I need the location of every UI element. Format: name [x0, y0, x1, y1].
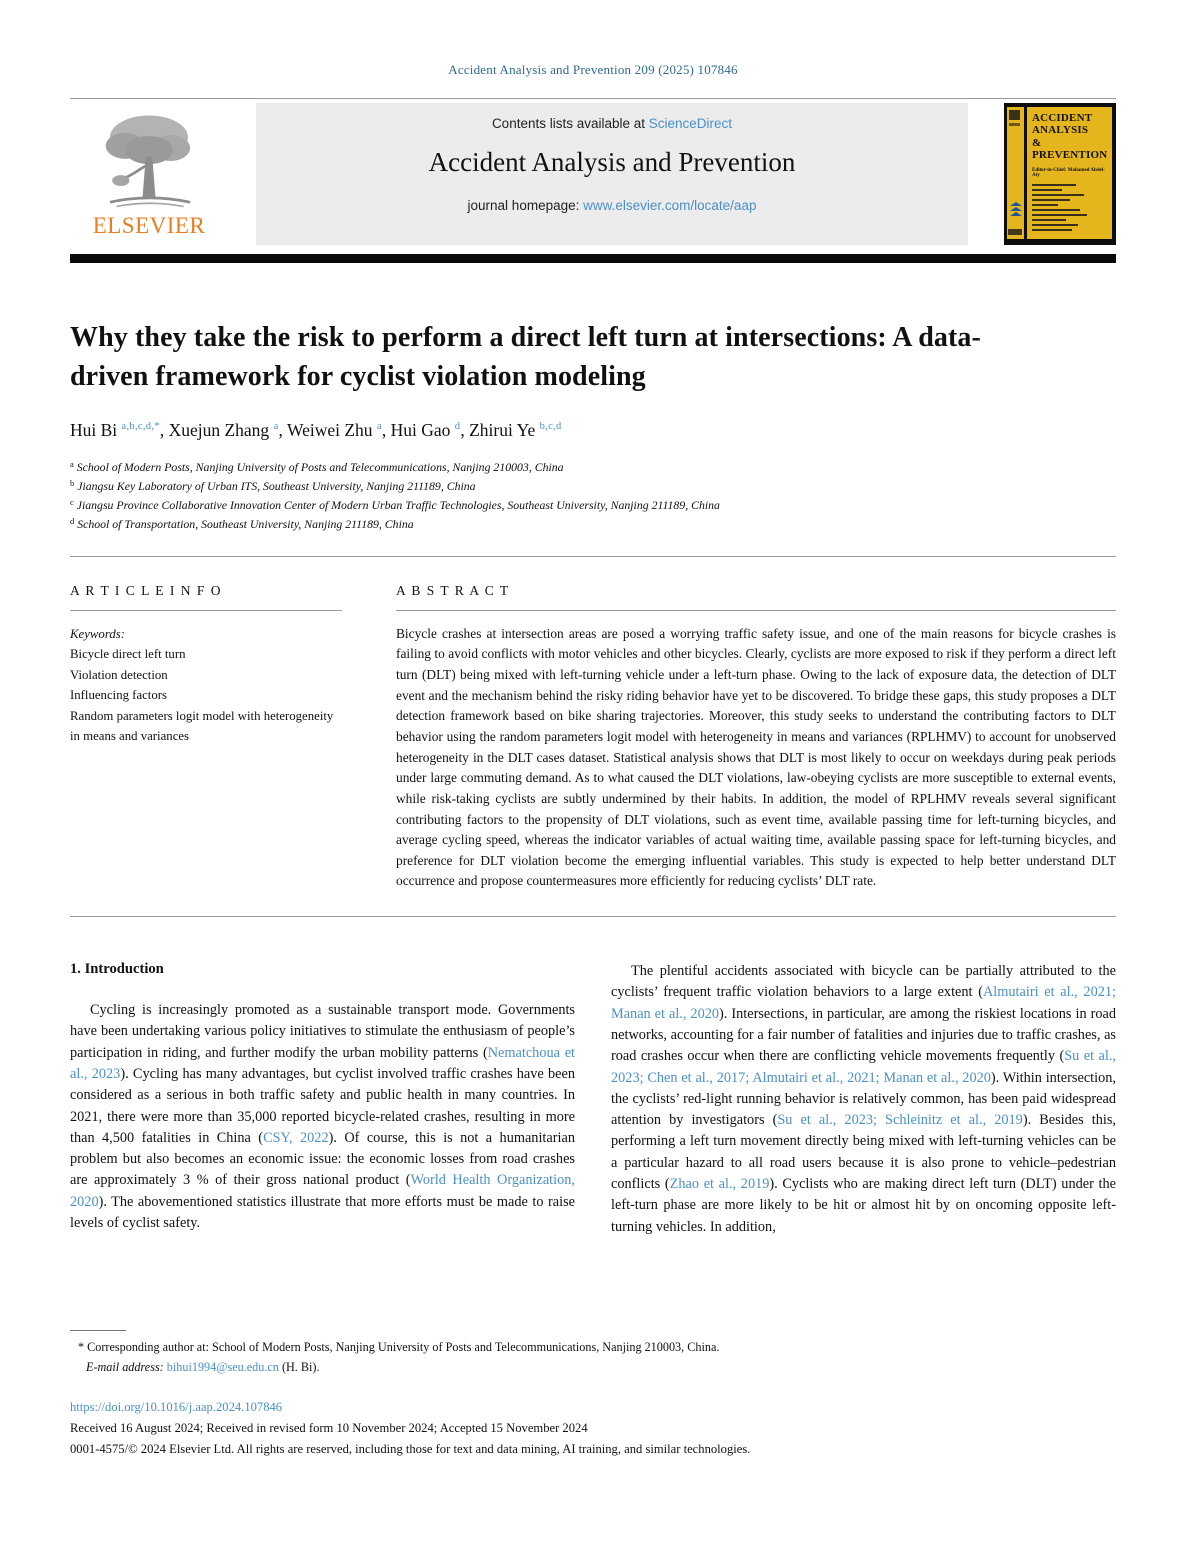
affiliation-list — [70, 458, 1116, 534]
author-name: Xuejun Zhang — [168, 420, 270, 441]
banner-bottom-bar — [70, 254, 1116, 263]
paragraph-text: ). Intersections, in particular, are among the riskiest locations in road networks, accounting for a fair number of fatalities and injuries due to traffic crashes, as road crashes occur when there are conflicting vehicle movements frequently ( — [611, 1005, 1116, 1065]
sciencedirect-link[interactable]: ScienceDirect — [648, 116, 733, 131]
affiliation — [70, 477, 1116, 496]
paragraph-text: ). The abovementioned statistics illustrate that more efforts must be made to raise levels of cyclist safety. — [70, 1193, 575, 1232]
footnote-marker: * — [78, 1340, 85, 1354]
keywords-label: Keywords: — [70, 626, 125, 641]
affiliation — [70, 515, 1116, 534]
reference-link[interactable]: Su et al., 2023; Schleinitz et al., 2019 — [777, 1112, 1023, 1129]
author — [287, 420, 391, 440]
contents-line-text: Contents lists available at — [491, 116, 649, 131]
cover-editor-line: Editor-in-Chief: Mohamed Abdel-Aty — [1032, 168, 1105, 179]
affiliation-text: School of Transportation, Southeast University, Nanjing 211189, China — [77, 516, 414, 531]
email-label: E-mail address: — [86, 1360, 164, 1374]
divider — [70, 556, 1116, 557]
affiliation-sup: c — [70, 497, 74, 507]
author-sup: a — [376, 421, 382, 433]
affiliation-text: School of Modern Posts, Nanjing University of Posts and Telecommunications, Nanjing 210003, China — [76, 460, 564, 475]
author — [70, 420, 169, 440]
paragraph-text: ). Cyclists who are making direct left turn (DLT) under the left-turn phase are more likely to be hit or almost hit by on oncoming opposite left-turning vehicles. In addition, — [611, 1176, 1116, 1235]
received-dates: Received 16 August 2024; Received in revised form 10 November 2024; Accepted 15 November 2024 — [70, 1421, 588, 1435]
author-sep: , — [460, 420, 470, 441]
doi-link[interactable]: https://doi.org/10.1016/j.aap.2024.107846 — [70, 1400, 283, 1414]
journal-cover-thumbnail — [1004, 103, 1116, 245]
intro-paragraph-left — [70, 1000, 575, 1234]
journal-title: Accident Analysis and Prevention — [428, 147, 796, 177]
paragraph-text: ). Besides this, performing a left turn movement directly being mixed with left-turning vehicles can be a particular hazard to all road users because it is also prone to vehicle–pedestrian conflicts ( — [611, 1112, 1116, 1193]
author-sup: a,b,c,d,* — [121, 421, 160, 433]
reference-link[interactable]: Almutairi et al., 2021; Manan et al., 2020 — [611, 984, 1116, 1022]
paragraph-text: Cycling is increasingly promoted as a sustainable transport mode. Governments have been undertaking various policy initiatives to stimulate the enthusiasm of people’s participation in riding, and further modify the urban mobility patterns ( — [70, 1002, 575, 1061]
affiliation-sup: a — [70, 459, 74, 470]
affiliation-sup: b — [70, 478, 75, 489]
keyword: Influencing factors — [70, 688, 168, 703]
banner-center — [256, 103, 968, 245]
reference-link[interactable]: World Health Organization, 2020 — [70, 1172, 575, 1210]
reference-link[interactable]: Su et al., 2023; Chen et al., 2017; Almutairi et al., 2021; Manan et al., 2020 — [611, 1048, 1116, 1086]
author-name: Hui Bi — [70, 420, 118, 441]
author-list — [70, 420, 1116, 441]
article-info-heading: A R T I C L E I N F O — [70, 582, 223, 598]
keywords-block — [70, 624, 342, 747]
reference-link[interactable]: Nematchoua et al., 2023 — [70, 1044, 576, 1082]
author-sup: a — [273, 421, 279, 433]
intro-paragraph-right — [611, 961, 1116, 1238]
cover-left-strip — [1007, 107, 1024, 239]
elsevier-wordmark: ELSEVIER — [92, 213, 206, 238]
article-title: Why they take the risk to perform a direct left turn at intersections: A data-driven framework for cyclist violation modeling — [70, 322, 981, 392]
author — [169, 420, 287, 440]
doi-line — [70, 1400, 1116, 1415]
affiliation-text: Jiangsu Key Laboratory of Urban ITS, Southeast University, Nanjing 211189, China — [77, 479, 476, 494]
divider — [396, 610, 1116, 611]
journal-banner — [70, 103, 1116, 245]
footnote-divider — [70, 1330, 126, 1331]
cover-title-line: & — [1032, 136, 1042, 149]
footnote-text: Corresponding author at: School of Modern Posts, Nanjing University of Posts and Telecommunications, Nanjing 210003, China. — [87, 1340, 720, 1354]
email-line — [70, 1360, 1116, 1375]
affiliation-sup: d — [70, 515, 75, 526]
keyword: Bicycle direct left turn — [70, 647, 186, 662]
elsevier-logo — [70, 103, 228, 245]
author-name: Hui Gao — [390, 420, 451, 441]
reference-link[interactable]: CSY, 2022 — [263, 1129, 329, 1146]
homepage-label: journal homepage: — [467, 198, 584, 213]
affiliation-text: Jiangsu Province Collaborative Innovation Center of Modern Urban Traffic Technologies, Southeast University, Nanjing 211189, China — [76, 498, 720, 512]
keyword: Random parameters logit model with heterogeneity in means and variances — [70, 708, 334, 744]
email-link[interactable]: bihui1994@seu.edu.cn — [166, 1360, 279, 1374]
cover-title-line: PREVENTION — [1032, 148, 1108, 161]
footnote-block — [70, 1330, 1116, 1457]
article-info-column — [70, 583, 342, 892]
author-sup: b,c,d — [539, 421, 562, 433]
cover-topic-list — [1032, 184, 1108, 234]
cover-title — [1032, 112, 1108, 161]
paragraph-text: ). Of course, this is not a humanitarian problem but also becomes an economic issue: the economic losses from road crashes are approximately 3 % of their gross national product ( — [70, 1129, 575, 1189]
intro-left-column — [70, 961, 575, 1238]
cover-main-panel — [1027, 107, 1112, 239]
intro-right-column — [611, 961, 1116, 1238]
paragraph-text: ). Within intersection, the cyclists’ red-light running behavior is relatively common, has been paid widespread attention by investigators ( — [611, 1069, 1116, 1129]
divider — [70, 610, 342, 611]
cover-issn-block-2 — [1009, 123, 1020, 126]
divider — [70, 98, 1116, 99]
contents-line — [256, 116, 968, 131]
author-name: Weiwei Zhu — [286, 420, 373, 441]
divider — [70, 916, 1116, 917]
homepage-url-link[interactable]: www.elsevier.com/locate/aap — [583, 198, 757, 213]
cover-emblem-icon — [1008, 202, 1023, 217]
reference-link[interactable]: Zhao et al., 2019 — [669, 1176, 770, 1193]
abstract-heading: A B S T R A C T — [396, 582, 510, 598]
cover-title-line: ANALYSIS — [1032, 124, 1089, 137]
paragraph-text: The plentiful accidents associated with bicycle can be partially attributed to the cyclists’ frequent traffic violation behaviors to a large extent ( — [611, 963, 1116, 1001]
paragraph-text: ). Cycling has many advantages, but cyclist involved traffic crashes have been considered as a serious in both traffic safety and public health in many countries. In 2021, there were more than 35,000 reported bicycle-related crashes, resulting in more than 4,500 fatalities in China ( — [70, 1065, 575, 1146]
email-suffix: (H. Bi). — [281, 1360, 320, 1374]
keyword: Violation detection — [70, 667, 168, 682]
affiliation — [70, 458, 1116, 477]
author-sep: , — [381, 420, 391, 441]
section-heading-introduction: 1. Introduction — [70, 961, 164, 978]
affiliation — [70, 496, 1116, 515]
author-sup: d — [454, 421, 461, 433]
abstract-text: Bicycle crashes at intersection areas are posed a worrying traffic safety issue, and one of the main reasons for bicycle crashes is failing to avoid conflicts with motor vehicles and other bicycles. Clearly, cyclists are more exposed to risk if they perform a direct left turn (DLT) being mixed with left-turning vehicle under a left-turn phase. Owing to the lack of exposure data, the detection of DLT event and the mechanism behind the risky riding behavior have yet to be discovered. To bridge these gaps, this study proposes a DLT detection framework based on bike sharing trajectories. Moreover, this study seeks to understand the contributing factors to DLT behavior using the random parameters logit model with heterogeneity in means and variances (RPLHMV) to account for unobserved heterogeneity in the DLT cases dataset. Statistical analysis shows that DLT is most likely to occur on weekdays during peak periods under large commuting demand. As to what caused the DLT violations, law-obeying cyclists are more susceptible to external events, while risk-taking cyclists are subtly undermined by their habits. In addition, the model of RPLHMV reveals several significant contributing factors to the propensity of DLT violations, such as event time, available passing time for left-turning bicycles, and average cycling speed, whereas the indicator variables of actual waiting time, available passing space for left-turning bicycles, and preference for DLT violation become the emerging influential variables. This study is expected to help better understand DLT occurrence and propose countermeasures more efficiently for reducing cyclists’ DLT rate. — [396, 625, 1116, 889]
journal-citation: Accident Analysis and Prevention 209 (2025) 107846 — [448, 62, 738, 77]
cover-title-line: ACCIDENT — [1032, 112, 1093, 124]
cover-issn-block — [1009, 110, 1020, 120]
author-sep: , — [278, 420, 287, 441]
author-name: Zhirui Ye — [469, 420, 536, 441]
abstract-column — [396, 583, 1116, 892]
issn-copyright-line: 0001-4575/© 2024 Elsevier Ltd. All rights are reserved, including those for text and data mining, AI training, and similar technologies. — [70, 1442, 751, 1456]
author-sep: , — [159, 420, 169, 441]
homepage-line — [256, 198, 968, 213]
elsevier-tree-icon — [94, 109, 204, 213]
author — [391, 420, 469, 440]
author — [469, 420, 561, 440]
corresponding-author-note — [70, 1340, 1116, 1355]
cover-strip-footer — [1008, 229, 1022, 235]
